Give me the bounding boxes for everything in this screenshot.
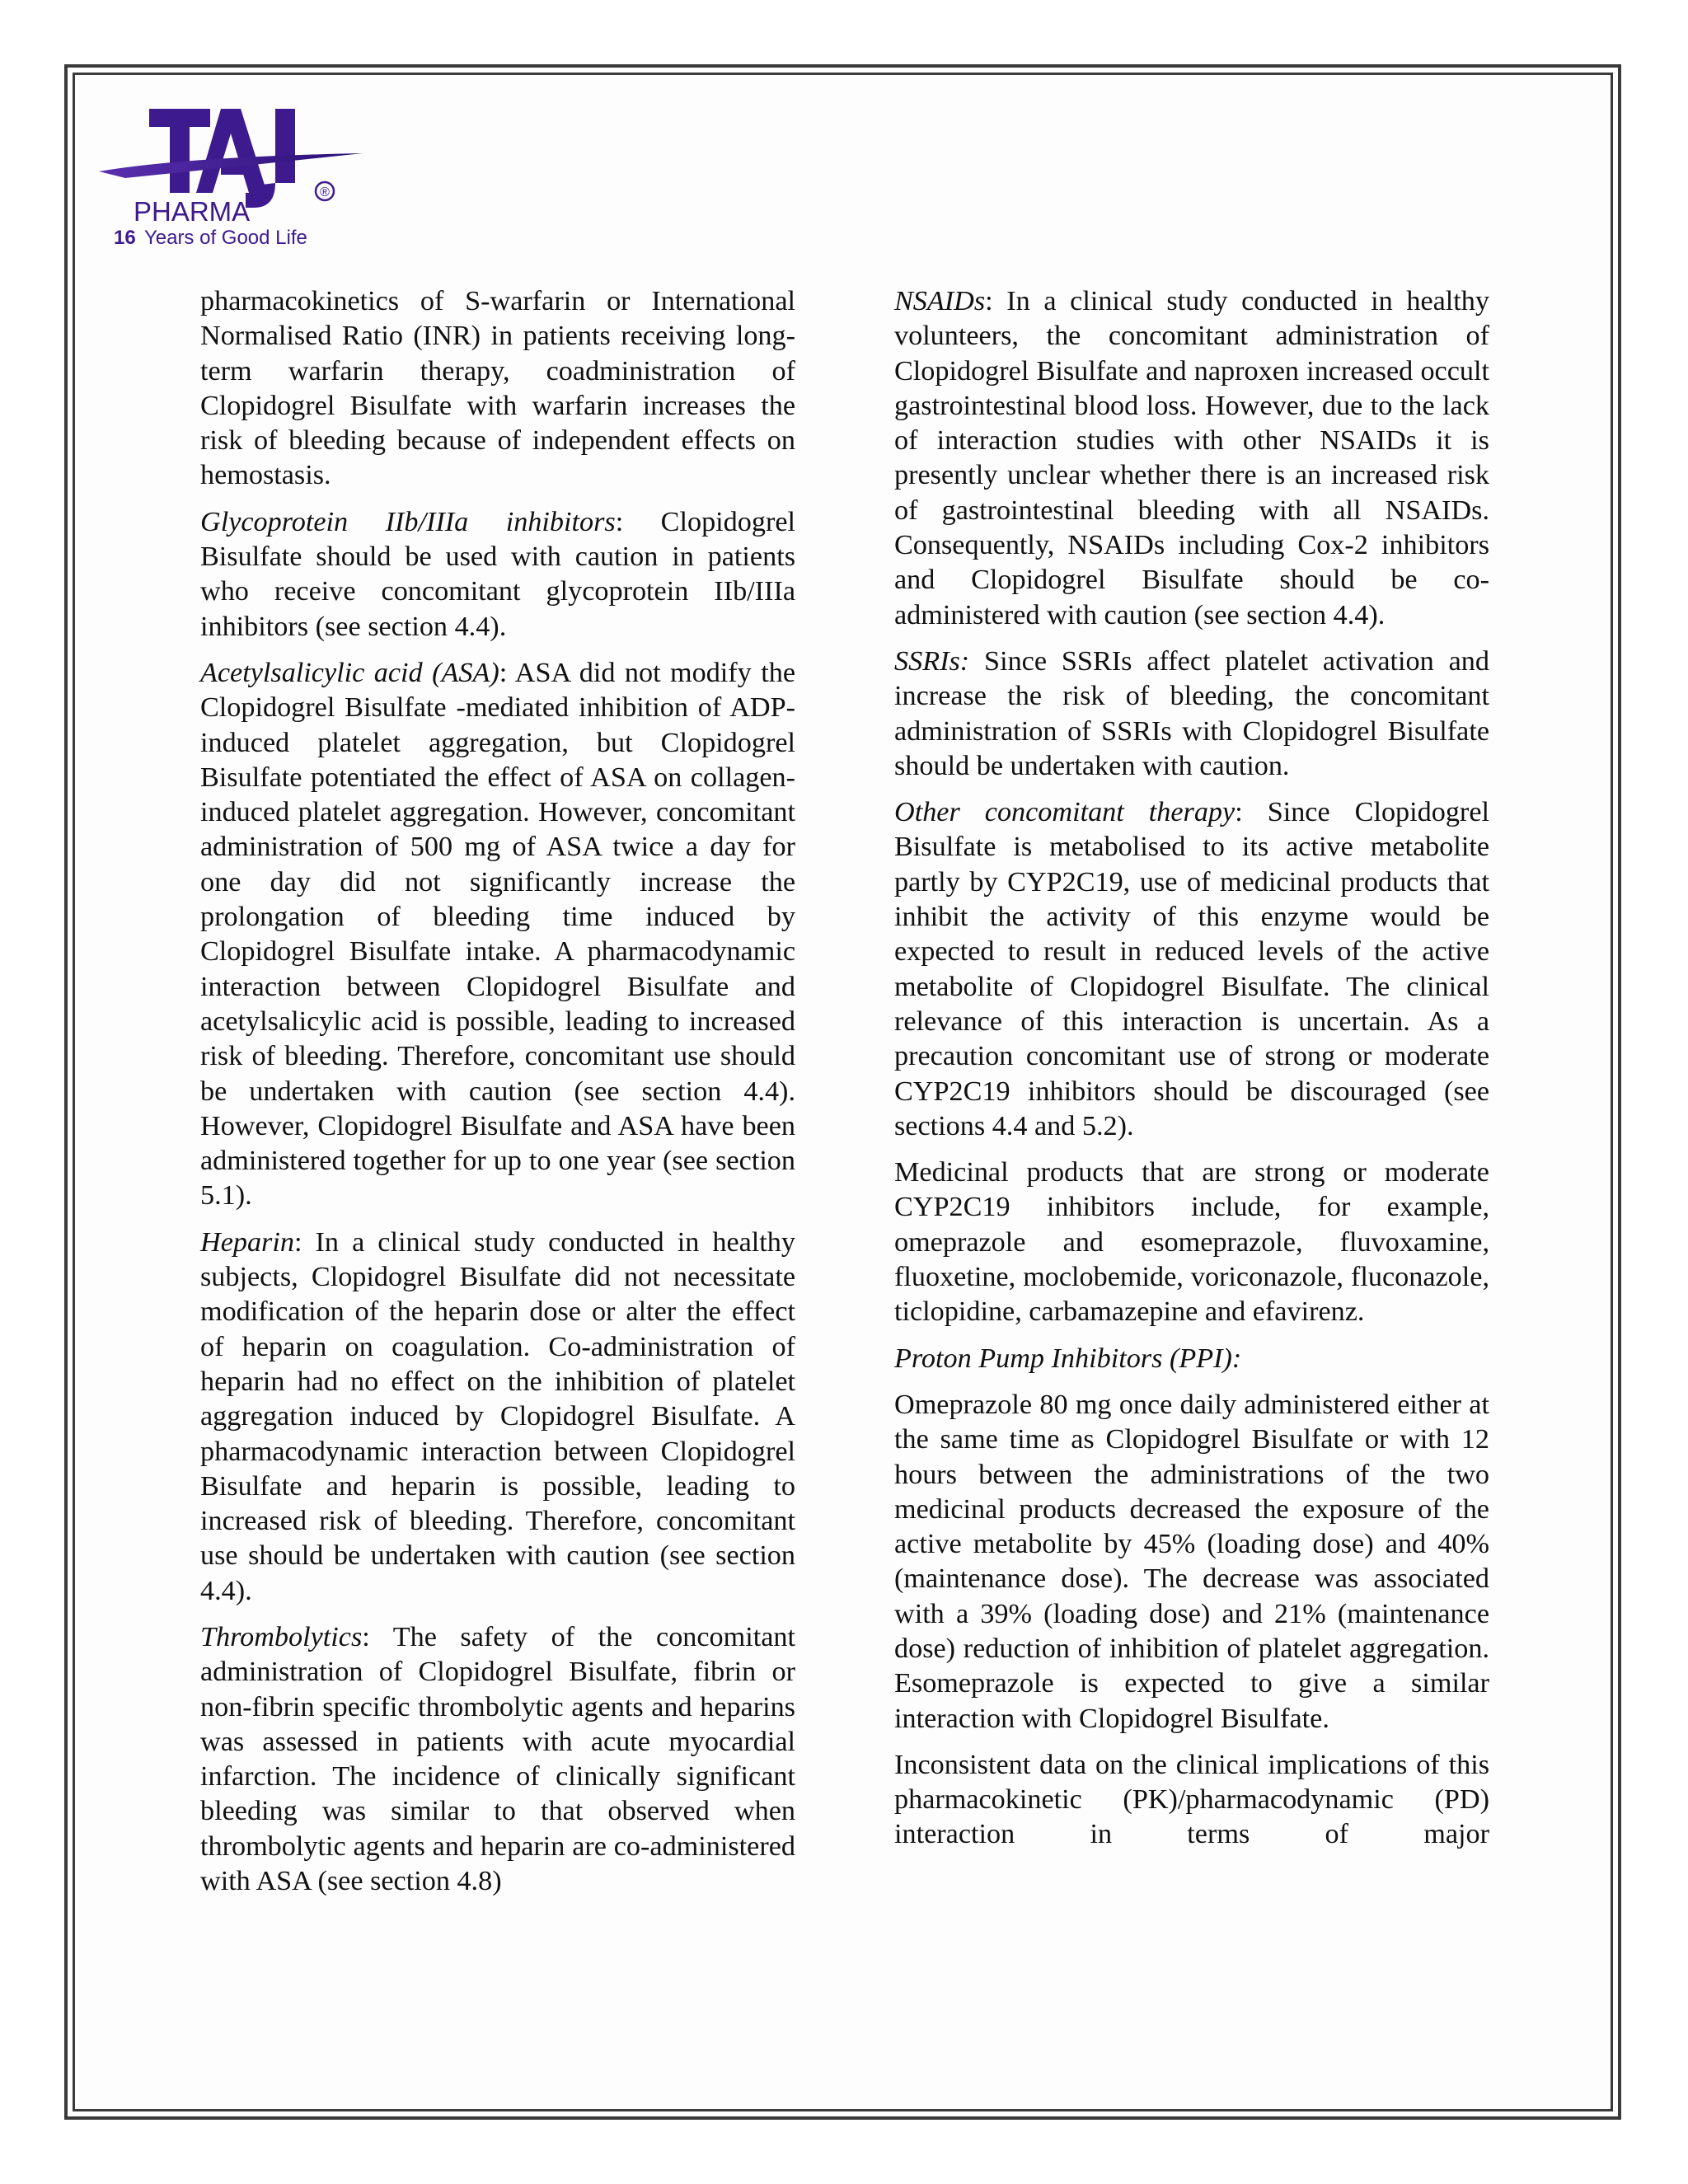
paragraph-thrombolytics — [200, 1620, 795, 1899]
paragraph-lead: Other concomitant therapy — [894, 797, 1236, 828]
paragraph-lead: Acetylsalicylic acid (ASA) — [200, 657, 499, 688]
paragraph-text: : The safety of the concomitant administration of Clopidogrel Bisulfate, fibrin or non-fibrin specific thrombolytic agents and heparins was assessed in patients with acute myocardial infarction. The incidence of clinically significant bleeding was similar to that observed when thrombolytic agents and heparin are co-administered with ASA (see section 4.8) — [200, 1621, 795, 1897]
right-column — [894, 284, 1489, 1864]
paragraph-text: Since SSRIs affect platelet activation and increase the risk of bleeding, the concomitant administration of SSRIs with Clopidogrel Bisulfate should be undertaken with caution. — [894, 645, 1489, 781]
paragraph-nsaids — [894, 284, 1489, 633]
paragraph-lead: Heparin — [200, 1226, 294, 1258]
paragraph-cyp2c19-inhibitors — [894, 1155, 1489, 1329]
paragraph-glycoprotein — [200, 505, 795, 644]
paragraph-text: Omeprazole 80 mg once daily administered either at the same time as Clopidogrel Bisulfate or with 12 hours between the administrations of the two medicinal products decreased the exposure of the active metabolite by 45% (loading dose) and 40% (maintenance dose). The decrease was associated with a 39% (loading dose) and 21% (maintenance dose) reduction of inhibition of platelet aggregation. Esomeprazole is expected to give a similar interaction with Clopidogrel Bisulfate. — [894, 1389, 1489, 1734]
paragraph-asa — [200, 656, 795, 1214]
paragraph-text: : ASA did not modify the Clopidogrel Bisulfate -mediated inhibition of ADP-induced platelet aggregation, but Clopidogrel Bisulfate potentiated the effect of ASA on collagen-induced platelet aggregation. However, concomitant administration of 500 mg of ASA twice a day for one day did not significantly increase the prolongation of bleeding time induced by Clopidogrel Bisulfate intake. A pharmacodynamic interaction between Clopidogrel Bisulfate and acetylsalicylic acid is possible, leading to increased risk of bleeding. Therefore, concomitant use should be undertaken with caution (see section 4.4). However, Clopidogrel Bisulfate and ASA have been administered together for up to one year (see section 5.1). — [200, 657, 795, 1212]
registered-mark: ® — [320, 185, 330, 199]
paragraph-text: : In a clinical study conducted in healthy subjects, Clopidogrel Bisulfate did not necessitate modification of the heparin dose or alter the effect of heparin on coagulation. Co-administration of heparin had no effect on the inhibition of platelet aggregation induced by Clopidogrel Bisulfate. A pharmacodynamic interaction between Clopidogrel Bisulfate and heparin is possible, leading to increased risk of bleeding. Therefore, concomitant use should be undertaken with caution (see section 4.4). — [200, 1226, 795, 1606]
paragraph-inconsistent-data — [894, 1748, 1489, 1853]
paragraph-lead: Glycoprotein IIb/IIIa inhibitors — [200, 506, 616, 537]
paragraph-text: Inconsistent data on the clinical implications of this pharmacokinetic (PK)/pharmacodynamic (PD) interaction in terms of major — [894, 1749, 1489, 1850]
paragraph-lead: NSAIDs — [894, 286, 986, 316]
paragraph-lead: SSRIs: — [894, 645, 970, 677]
paragraph-text: Medicinal products that are strong or moderate CYP2C19 inhibitors include, for example, omeprazole and esomeprazole, fluvoxamine, fluoxetine, moclobemide, voriconazole, fluconazole, ticlopidine, carbamazepine and efavirenz. — [894, 1157, 1489, 1328]
paragraph-heparin — [200, 1226, 795, 1609]
paragraph-omeprazole — [894, 1388, 1489, 1736]
paragraph-text: : Since Clopidogrel Bisulfate is metabolised to its active metabolite partly by CYP2C19, use of medicinal products that inhibit the activity of this enzyme would be expected to result in reduced levels of the active metabolite of Clopidogrel Bisulfate. The clinical relevance of this interaction is uncertain. As a precaution concomitant use of strong or moderate CYP2C19 inhibitors should be discouraged (see sections 4.4 and 5.2). — [894, 797, 1489, 1141]
paragraph-other-therapy — [894, 795, 1489, 1144]
logo-tagline-text: Years of Good Life — [143, 227, 307, 247]
paragraph-ssris — [894, 644, 1489, 784]
left-column — [200, 284, 795, 1910]
paragraph-text: pharmacokinetics of S-warfarin or International Normalised Ratio (INR) in patients receiving long-term warfarin therapy, coadministration of Clopidogrel Bisulfate with warfarin increases the risk of bleeding because of independent effects on hemostasis. — [200, 286, 795, 491]
logo-tagline-number: 16 — [114, 227, 136, 247]
logo-tagline — [114, 227, 307, 247]
logo-pharma-text: PHARMA — [134, 196, 251, 227]
paragraph-text: : In a clinical study conducted in healthy volunteers, the concomitant administration of Clopidogrel Bisulfate and naproxen increased occult gastrointestinal blood loss. However, due to the lack of interaction studies with other NSAIDs it is presently unclear whether there is an increased risk of gastrointestinal bleeding with all NSAIDs. Consequently, NSAIDs including Cox-2 inhibitors and Clopidogrel Bisulfate should be co-administered with caution (see section 4.4). — [894, 286, 1489, 630]
paragraph-text: : Clopidogrel Bisulfate should be used with caution in patients who receive concomitant glycoprotein IIb/IIIa inhibitors (see section 4.4). — [200, 506, 795, 642]
paragraph-warfarin — [200, 284, 795, 494]
subheading-ppi: Proton Pump Inhibitors (PPI): — [894, 1343, 1242, 1374]
paragraph-lead: Thrombolytics — [200, 1621, 363, 1652]
taj-pharma-logo — [97, 105, 369, 247]
